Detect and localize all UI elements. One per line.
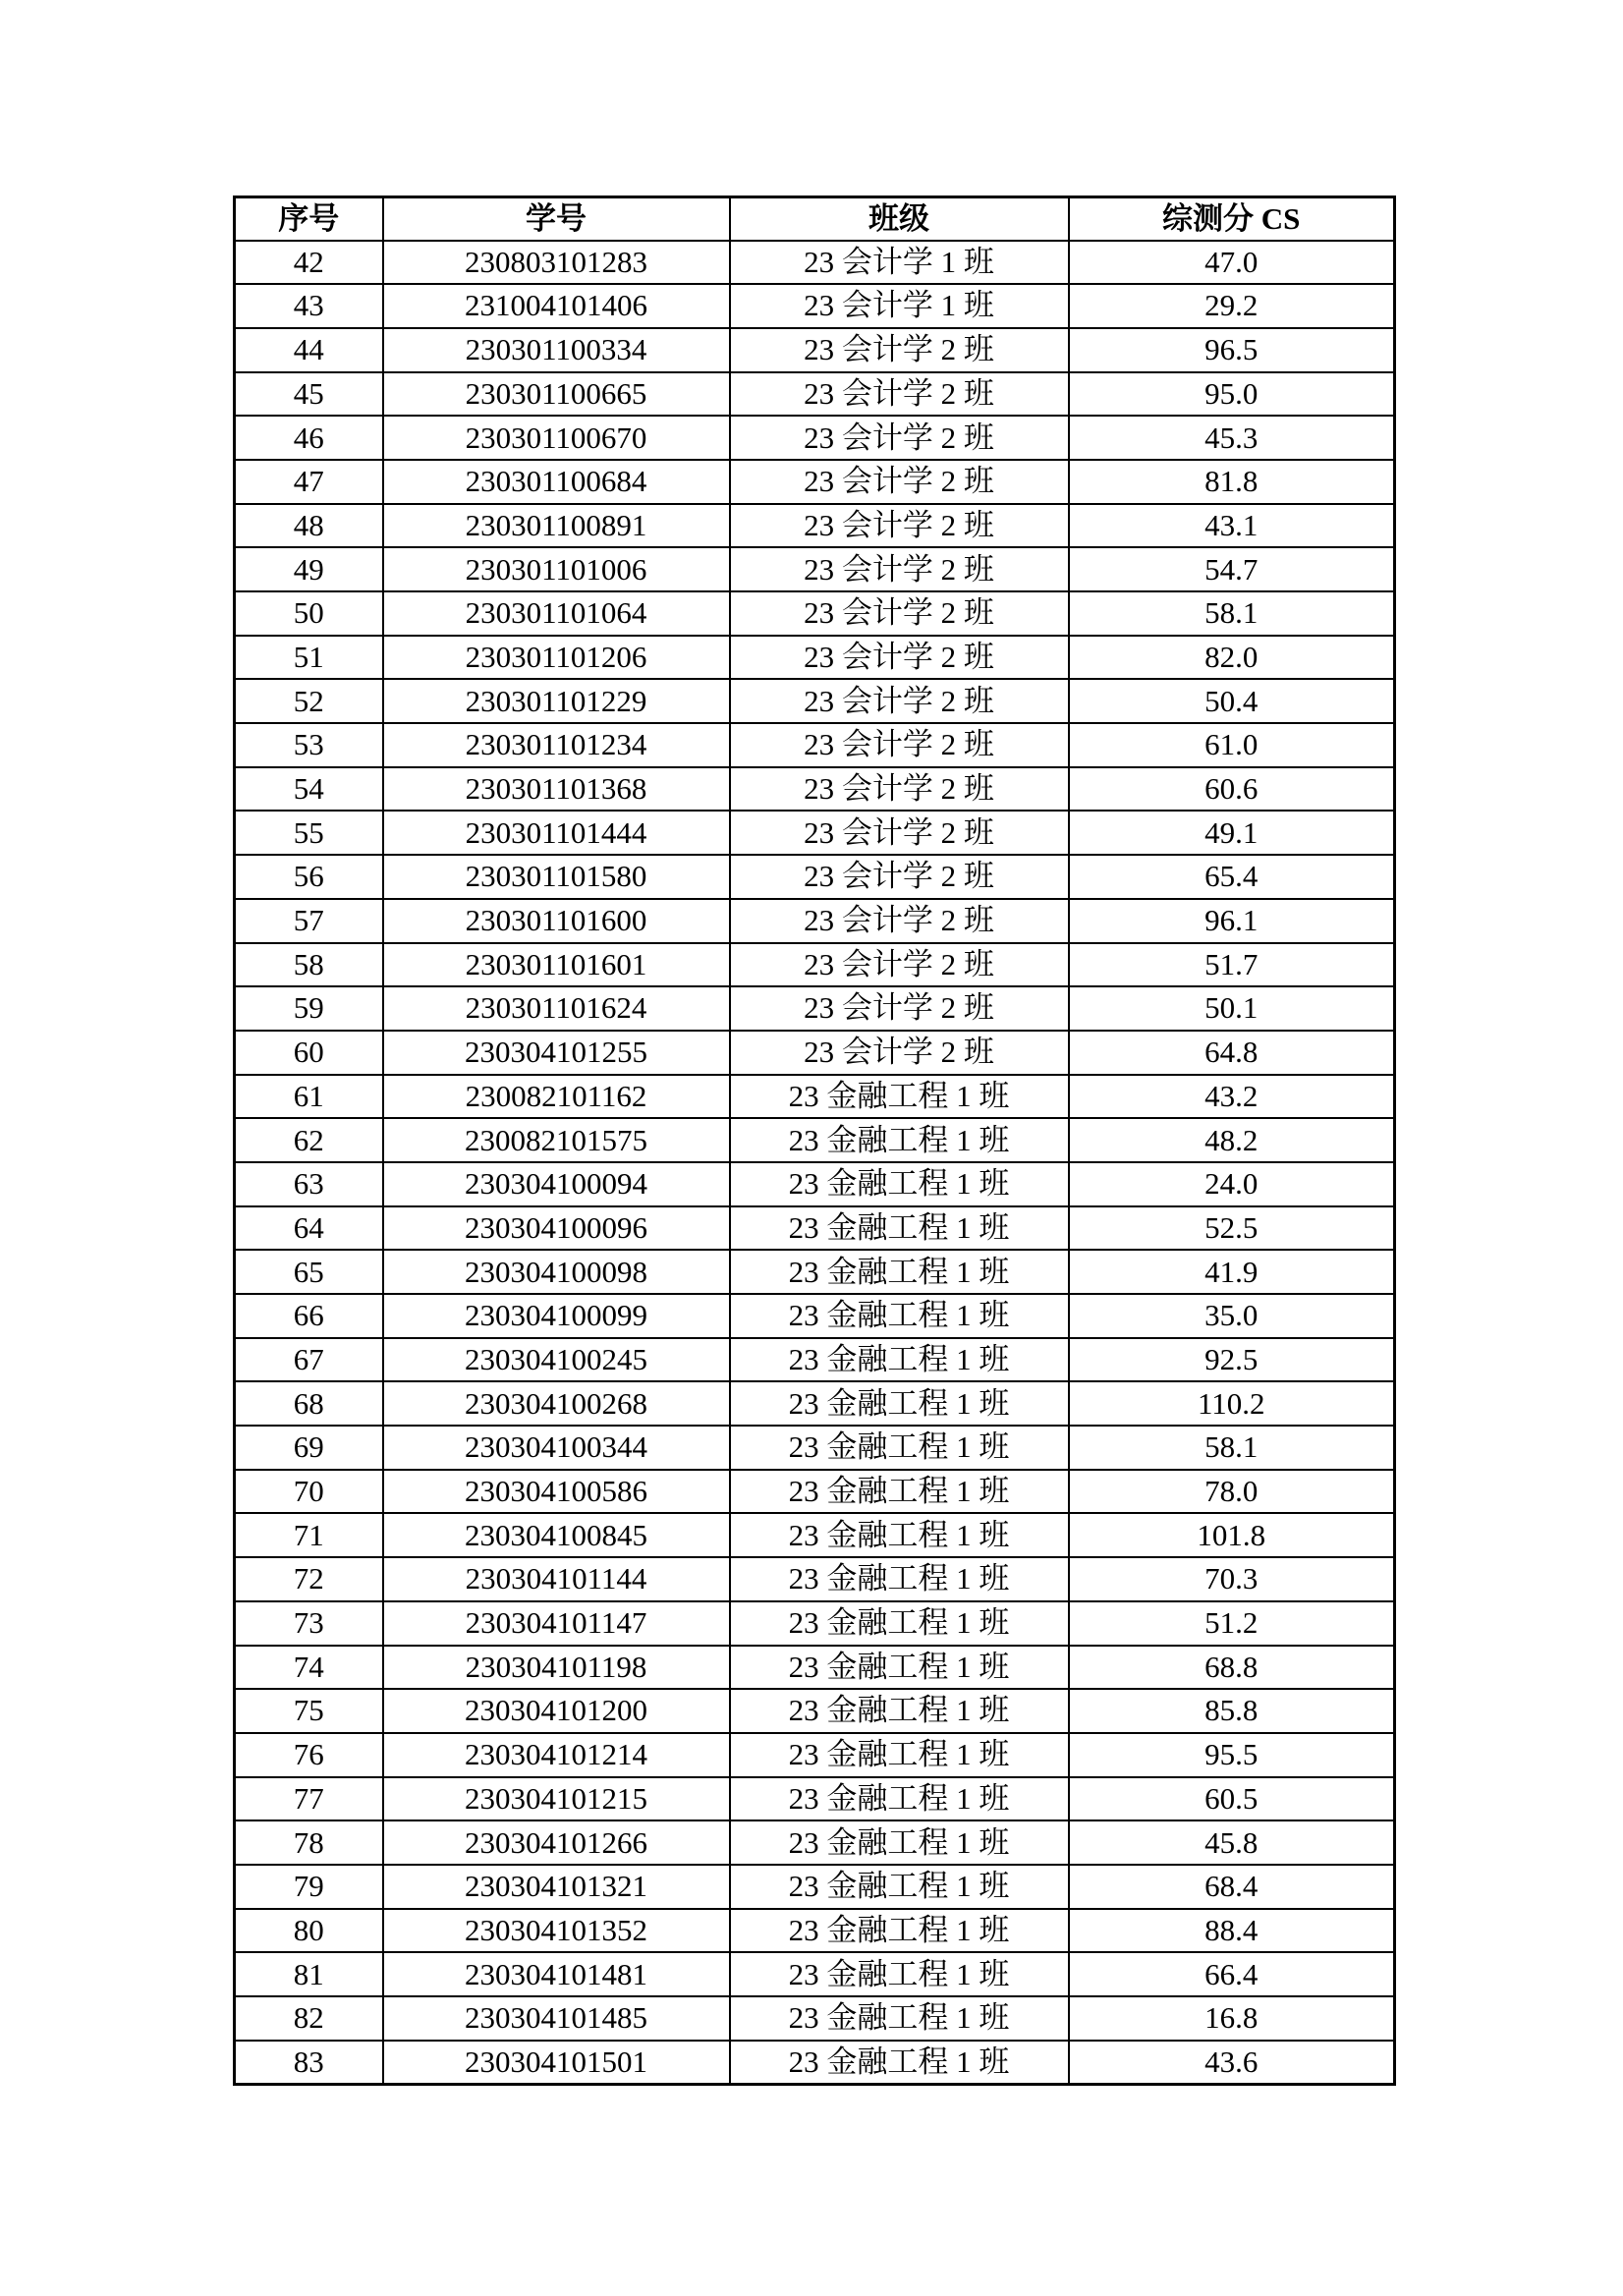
table-row [235,1601,1395,1646]
cell-score: 110.2 [1069,1381,1395,1426]
cell-student-id: 230304101215 [383,1777,730,1821]
cell-serial: 52 [235,679,383,723]
cell-student-id: 230304101198 [383,1646,730,1690]
cell-score: 48.2 [1069,1118,1395,1162]
table-header-row [235,197,1395,241]
cell-score: 43.6 [1069,2041,1395,2085]
table-row [235,1952,1395,1996]
cell-serial: 71 [235,1513,383,1557]
cell-serial: 81 [235,1952,383,1996]
cell-score: 85.8 [1069,1689,1395,1733]
cell-class: 23 会计学 1 班 [730,284,1069,328]
cell-score: 66.4 [1069,1952,1395,1996]
table-row [235,1557,1395,1601]
cell-serial: 49 [235,547,383,591]
cell-student-id: 230301101368 [383,767,730,812]
cell-serial: 82 [235,1996,383,2041]
table-row [235,504,1395,548]
cell-student-id: 230304101144 [383,1557,730,1601]
cell-serial: 69 [235,1426,383,1470]
cell-score: 51.7 [1069,943,1395,987]
cell-serial: 59 [235,986,383,1031]
cell-class: 23 金融工程 1 班 [730,1338,1069,1382]
cell-score: 58.1 [1069,1426,1395,1470]
cell-student-id: 230301101601 [383,943,730,987]
table-row [235,2041,1395,2085]
col-header-score: 综测分 CS [1069,197,1395,241]
cell-serial: 78 [235,1820,383,1865]
cell-student-id: 230304101485 [383,1996,730,2041]
table-row [235,767,1395,812]
cell-student-id: 230301101444 [383,811,730,855]
cell-class: 23 会计学 2 班 [730,328,1069,372]
cell-student-id: 230304100586 [383,1470,730,1514]
cell-class: 23 金融工程 1 班 [730,1294,1069,1338]
cell-class: 23 会计学 2 班 [730,1031,1069,1075]
cell-class: 23 会计学 2 班 [730,855,1069,899]
cell-student-id: 230304101321 [383,1865,730,1909]
cell-student-id: 230301101006 [383,547,730,591]
cell-score: 101.8 [1069,1513,1395,1557]
cell-score: 50.4 [1069,679,1395,723]
table-row [235,1338,1395,1382]
cell-score: 82.0 [1069,636,1395,680]
table-row [235,1470,1395,1514]
cell-student-id: 230304100268 [383,1381,730,1426]
cell-serial: 62 [235,1118,383,1162]
cell-score: 61.0 [1069,723,1395,767]
cell-serial: 83 [235,2041,383,2085]
table-row [235,416,1395,460]
cell-score: 58.1 [1069,591,1395,636]
table-row [235,1513,1395,1557]
cell-student-id: 230301101624 [383,986,730,1031]
cell-class: 23 金融工程 1 班 [730,1820,1069,1865]
cell-class: 23 会计学 2 班 [730,460,1069,504]
cell-student-id: 230082101162 [383,1075,730,1119]
cell-score: 65.4 [1069,855,1395,899]
cell-score: 35.0 [1069,1294,1395,1338]
cell-score: 45.8 [1069,1820,1395,1865]
cell-student-id: 230304101501 [383,2041,730,2085]
cell-serial: 76 [235,1733,383,1777]
table-row [235,372,1395,417]
cell-class: 23 金融工程 1 班 [730,1689,1069,1733]
table-row [235,943,1395,987]
cell-student-id: 230304100096 [383,1206,730,1251]
cell-class: 23 会计学 2 班 [730,416,1069,460]
cell-serial: 45 [235,372,383,417]
table-row [235,1646,1395,1690]
table-row [235,591,1395,636]
table-row [235,1162,1395,1206]
table-row [235,811,1395,855]
cell-class: 23 金融工程 1 班 [730,1557,1069,1601]
cell-class: 23 会计学 1 班 [730,241,1069,285]
cell-student-id: 230304101481 [383,1952,730,1996]
cell-class: 23 金融工程 1 班 [730,1162,1069,1206]
cell-student-id: 230304100099 [383,1294,730,1338]
cell-score: 54.7 [1069,547,1395,591]
cell-class: 23 金融工程 1 班 [730,1909,1069,1953]
cell-student-id: 230301101229 [383,679,730,723]
cell-score: 49.1 [1069,811,1395,855]
cell-serial: 50 [235,591,383,636]
table-row [235,1294,1395,1338]
cell-score: 88.4 [1069,1909,1395,1953]
cell-serial: 64 [235,1206,383,1251]
cell-class: 23 会计学 2 班 [730,679,1069,723]
table-row [235,1777,1395,1821]
cell-class: 23 金融工程 1 班 [730,1865,1069,1909]
cell-serial: 51 [235,636,383,680]
cell-class: 23 金融工程 1 班 [730,1513,1069,1557]
cell-class: 23 会计学 2 班 [730,504,1069,548]
cell-score: 92.5 [1069,1338,1395,1382]
col-header-student-id: 学号 [383,197,730,241]
cell-class: 23 金融工程 1 班 [730,1952,1069,1996]
cell-class: 23 金融工程 1 班 [730,1250,1069,1294]
cell-serial: 47 [235,460,383,504]
cell-student-id: 230304101352 [383,1909,730,1953]
cell-class: 23 会计学 2 班 [730,986,1069,1031]
cell-student-id: 230301100891 [383,504,730,548]
cell-score: 43.1 [1069,504,1395,548]
table-row [235,547,1395,591]
table-row [235,636,1395,680]
cell-student-id: 230301101600 [383,899,730,943]
table-row [235,460,1395,504]
cell-score: 41.9 [1069,1250,1395,1294]
cell-score: 96.1 [1069,899,1395,943]
cell-class: 23 金融工程 1 班 [730,1996,1069,2041]
cell-serial: 68 [235,1381,383,1426]
table-row [235,1381,1395,1426]
cell-serial: 74 [235,1646,383,1690]
col-header-class: 班级 [730,197,1069,241]
score-table [233,196,1396,2086]
table-row [235,1118,1395,1162]
cell-serial: 65 [235,1250,383,1294]
cell-class: 23 金融工程 1 班 [730,1075,1069,1119]
cell-student-id: 230304100094 [383,1162,730,1206]
table-row [235,1689,1395,1733]
cell-score: 45.3 [1069,416,1395,460]
table-row [235,855,1395,899]
cell-class: 23 会计学 2 班 [730,767,1069,812]
cell-serial: 77 [235,1777,383,1821]
col-header-serial: 序号 [235,197,383,241]
cell-serial: 63 [235,1162,383,1206]
cell-score: 70.3 [1069,1557,1395,1601]
cell-serial: 43 [235,284,383,328]
table-row [235,986,1395,1031]
cell-student-id: 230301100684 [383,460,730,504]
cell-serial: 55 [235,811,383,855]
cell-score: 96.5 [1069,328,1395,372]
cell-student-id: 231004101406 [383,284,730,328]
cell-serial: 61 [235,1075,383,1119]
cell-student-id: 230304100098 [383,1250,730,1294]
cell-score: 52.5 [1069,1206,1395,1251]
cell-student-id: 230304100245 [383,1338,730,1382]
cell-class: 23 金融工程 1 班 [730,1733,1069,1777]
table-row [235,723,1395,767]
table-row [235,899,1395,943]
cell-serial: 67 [235,1338,383,1382]
cell-score: 60.5 [1069,1777,1395,1821]
table-row [235,328,1395,372]
cell-score: 43.2 [1069,1075,1395,1119]
cell-class: 23 会计学 2 班 [730,547,1069,591]
table-row [235,1820,1395,1865]
cell-serial: 44 [235,328,383,372]
cell-serial: 70 [235,1470,383,1514]
cell-serial: 57 [235,899,383,943]
table-row [235,241,1395,285]
cell-score: 47.0 [1069,241,1395,285]
cell-class: 23 金融工程 1 班 [730,1118,1069,1162]
cell-serial: 79 [235,1865,383,1909]
cell-score: 81.8 [1069,460,1395,504]
cell-serial: 75 [235,1689,383,1733]
cell-score: 29.2 [1069,284,1395,328]
cell-class: 23 金融工程 1 班 [730,1777,1069,1821]
cell-score: 95.5 [1069,1733,1395,1777]
cell-class: 23 金融工程 1 班 [730,2041,1069,2085]
cell-student-id: 230304101214 [383,1733,730,1777]
table-row [235,1426,1395,1470]
cell-student-id: 230304100845 [383,1513,730,1557]
table-row [235,1909,1395,1953]
cell-student-id: 230301101064 [383,591,730,636]
cell-student-id: 230301101234 [383,723,730,767]
table-row [235,1206,1395,1251]
cell-serial: 48 [235,504,383,548]
cell-student-id: 230301101206 [383,636,730,680]
cell-score: 78.0 [1069,1470,1395,1514]
cell-student-id: 230803101283 [383,241,730,285]
cell-serial: 46 [235,416,383,460]
cell-class: 23 金融工程 1 班 [730,1206,1069,1251]
cell-serial: 53 [235,723,383,767]
cell-serial: 80 [235,1909,383,1953]
cell-student-id: 230304101255 [383,1031,730,1075]
cell-student-id: 230301101580 [383,855,730,899]
cell-student-id: 230304101147 [383,1601,730,1646]
cell-class: 23 会计学 2 班 [730,372,1069,417]
cell-serial: 54 [235,767,383,812]
cell-score: 50.1 [1069,986,1395,1031]
cell-class: 23 金融工程 1 班 [730,1426,1069,1470]
cell-student-id: 230301100334 [383,328,730,372]
cell-class: 23 会计学 2 班 [730,591,1069,636]
table-row [235,1733,1395,1777]
table-row [235,1865,1395,1909]
cell-student-id: 230301100665 [383,372,730,417]
cell-score: 95.0 [1069,372,1395,417]
cell-student-id: 230301100670 [383,416,730,460]
table-row [235,679,1395,723]
cell-student-id: 230304100344 [383,1426,730,1470]
table-row [235,284,1395,328]
table-row [235,1250,1395,1294]
cell-class: 23 金融工程 1 班 [730,1470,1069,1514]
cell-class: 23 金融工程 1 班 [730,1601,1069,1646]
cell-score: 60.6 [1069,767,1395,812]
cell-class: 23 金融工程 1 班 [730,1381,1069,1426]
cell-score: 68.4 [1069,1865,1395,1909]
cell-score: 24.0 [1069,1162,1395,1206]
cell-class: 23 会计学 2 班 [730,723,1069,767]
table-row [235,1996,1395,2041]
cell-class: 23 金融工程 1 班 [730,1646,1069,1690]
table-row [235,1031,1395,1075]
cell-serial: 56 [235,855,383,899]
cell-class: 23 会计学 2 班 [730,811,1069,855]
cell-serial: 73 [235,1601,383,1646]
table-row [235,1075,1395,1119]
cell-score: 68.8 [1069,1646,1395,1690]
cell-serial: 60 [235,1031,383,1075]
cell-student-id: 230082101575 [383,1118,730,1162]
cell-serial: 42 [235,241,383,285]
table-body [235,241,1395,2085]
cell-score: 51.2 [1069,1601,1395,1646]
cell-score: 16.8 [1069,1996,1395,2041]
cell-class: 23 会计学 2 班 [730,943,1069,987]
cell-serial: 58 [235,943,383,987]
cell-student-id: 230304101200 [383,1689,730,1733]
cell-serial: 72 [235,1557,383,1601]
cell-class: 23 会计学 2 班 [730,636,1069,680]
cell-serial: 66 [235,1294,383,1338]
cell-score: 64.8 [1069,1031,1395,1075]
cell-student-id: 230304101266 [383,1820,730,1865]
cell-class: 23 会计学 2 班 [730,899,1069,943]
